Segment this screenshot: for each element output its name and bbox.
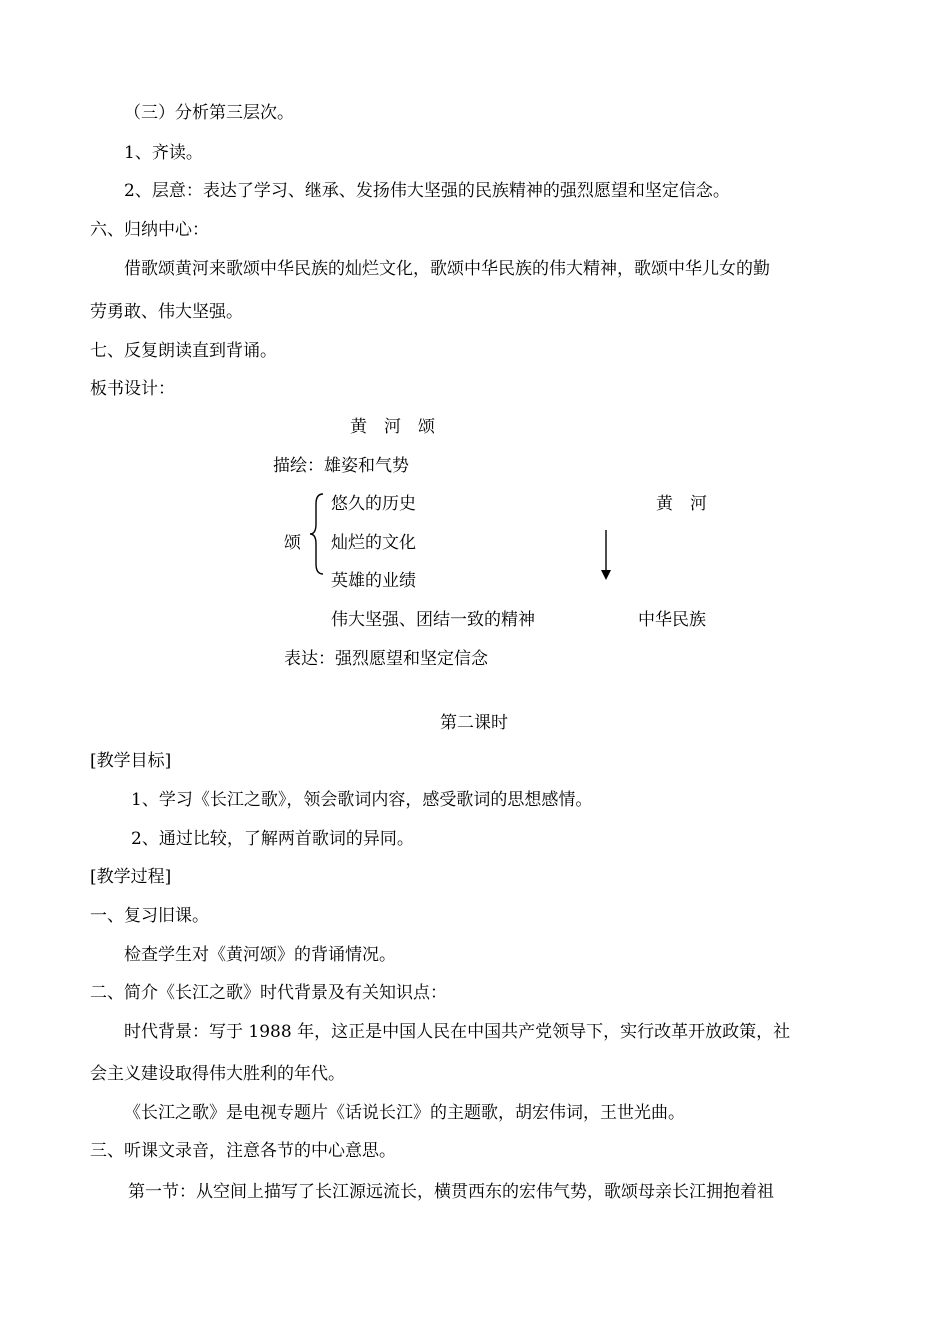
- part6-text-line1: 借歌颂黄河来歌颂中华民族的灿烂文化，歌颂中华民族的伟大精神，歌颂中华儿女的勤: [124, 259, 770, 279]
- step1-heading: 一、复习旧课。: [90, 906, 209, 926]
- step2-text-line1: 时代背景：写于 1988 年，这正是中国人民在中国共产党领导下，实行改革开放政策，社: [124, 1022, 791, 1042]
- goals-label: [教学目标]: [90, 751, 172, 771]
- board-item-1: 悠久的历史: [331, 494, 416, 514]
- lesson2-title: 第二课时: [440, 713, 508, 733]
- goal-2: 2、通过比较，了解两首歌词的异同。: [131, 829, 414, 849]
- board-title: 黄 河 颂: [350, 417, 435, 437]
- brace-icon: [308, 492, 326, 576]
- board-item-2: 灿烂的文化: [331, 533, 416, 553]
- part6-text-line2: 劳勇敢、伟大坚强。: [90, 302, 243, 322]
- section3-heading: （三）分析第三层次。: [124, 103, 294, 123]
- step2-text2: 《长江之歌》是电视专题片《话说长江》的主题歌，胡宏伟词，王世光曲。: [124, 1103, 685, 1123]
- step1-text: 检查学生对《黄河颂》的背诵情况。: [124, 945, 396, 965]
- goal-1: 1、学习《长江之歌》，领会歌词内容，感受歌词的思想感情。: [131, 790, 593, 810]
- board-item-3: 英雄的业绩: [331, 571, 416, 591]
- step3-text: 第一节：从空间上描写了长江源远流长，横贯西东的宏伟气势，歌颂母亲长江拥抱着祖: [128, 1182, 774, 1202]
- board-depict: 描绘：雄姿和气势: [273, 456, 409, 476]
- board-song-char: 颂: [284, 533, 301, 553]
- step3-heading: 三、听课文录音，注意各节的中心意思。: [90, 1141, 396, 1161]
- board-right-bottom: 中华民族: [638, 610, 706, 630]
- board-express: 表达：强烈愿望和坚定信念: [284, 649, 488, 669]
- part7-heading: 七、反复朗读直到背诵。: [90, 341, 277, 361]
- board-item-4: 伟大坚强、团结一致的精神: [331, 610, 535, 630]
- down-arrow-icon: [598, 530, 614, 582]
- step2-text-line2: 会主义建设取得伟大胜利的年代。: [90, 1064, 345, 1084]
- step2-heading: 二、简介《长江之歌》时代背景及有关知识点：: [90, 983, 447, 1003]
- part6-heading: 六、归纳中心：: [90, 220, 209, 240]
- board-label: 板书设计：: [90, 379, 175, 399]
- section3-item1: 1、齐读。: [124, 143, 203, 163]
- process-label: [教学过程]: [90, 867, 172, 887]
- section3-item2: 2、层意：表达了学习、继承、发扬伟大坚强的民族精神的强烈愿望和坚定信念。: [124, 181, 730, 201]
- board-right-top: 黄 河: [656, 494, 707, 514]
